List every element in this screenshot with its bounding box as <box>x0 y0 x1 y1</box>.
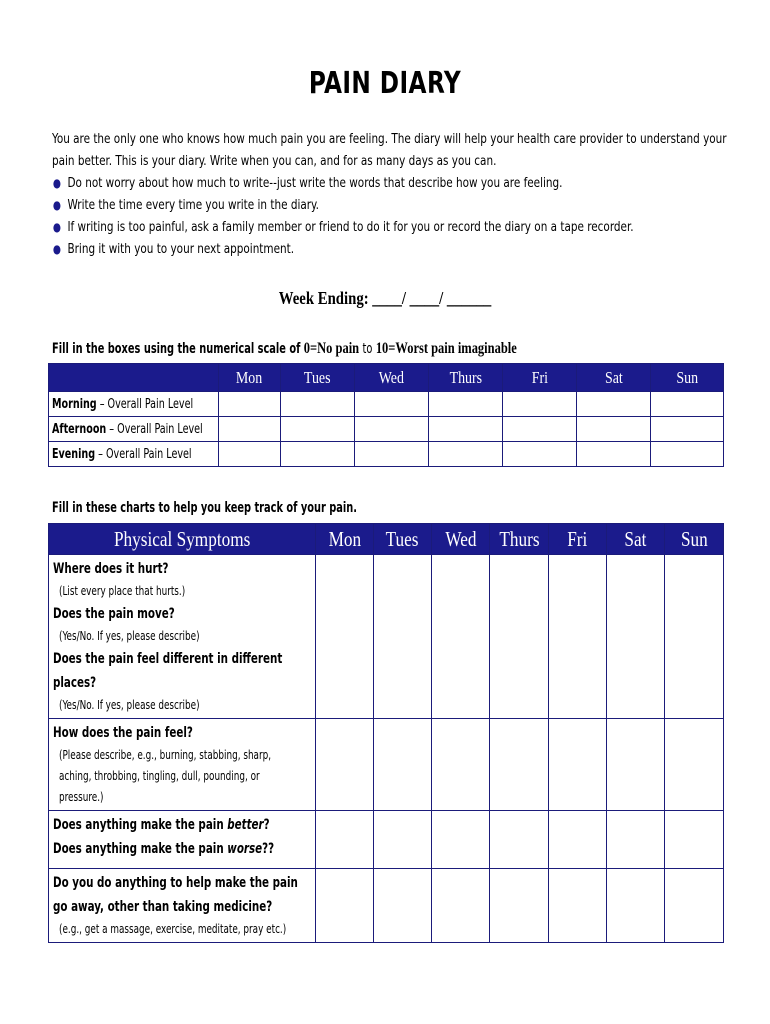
intro-bullet: ● If writing is too painful, ask a family member or friend to do it for you or record the diary on a tape recorder. <box>52 216 731 238</box>
sym-header-mon: Mon <box>316 524 374 555</box>
symptom-cell[interactable] <box>374 869 432 943</box>
symptom-cell[interactable] <box>432 869 490 943</box>
pain-cell[interactable] <box>219 442 281 467</box>
symptom-row-relief <box>49 869 724 943</box>
symptom-cell[interactable] <box>316 869 374 943</box>
pain-cell[interactable] <box>577 392 651 417</box>
pain-cell[interactable] <box>219 417 281 442</box>
symptom-cell[interactable] <box>316 555 374 719</box>
symptom-cell[interactable] <box>316 719 374 811</box>
question-cell: Does anything make the pain better? Does anything make the pain worse?? <box>49 811 316 869</box>
row-label: Afternoon – Overall Pain Level <box>49 417 219 442</box>
pain-scale-instruction: Fill in the boxes using the numerical scale of 0=No pain to 10=Worst pain imaginable <box>52 340 517 357</box>
symptom-cell[interactable] <box>490 555 549 719</box>
week-ending-field[interactable]: Week Ending: ____/ ____/ ______ <box>278 288 492 308</box>
pain-cell[interactable] <box>281 392 355 417</box>
pain-level-table <box>48 363 724 467</box>
symptom-cell[interactable] <box>374 719 432 811</box>
bullet-icon: ● <box>52 198 61 212</box>
question-cell: How does the pain feel? (Please describe, e.g., burning, stabbing, sharp, aching, throbbing, tingling, dull, pounding, or pressure.) <box>49 719 316 811</box>
pain-cell[interactable] <box>355 392 429 417</box>
intro-bullet-list <box>52 172 731 260</box>
sym-header-thurs: Thurs <box>490 524 549 555</box>
pain-cell[interactable] <box>503 417 577 442</box>
symptom-cell[interactable] <box>316 811 374 869</box>
sym-header-wed: Wed <box>432 524 490 555</box>
pain-header-thurs: Thurs <box>429 364 503 392</box>
intro-bullet: ● Bring it with you to your next appointment. <box>52 238 731 260</box>
pain-cell[interactable] <box>651 442 724 467</box>
symptom-cell[interactable] <box>432 719 490 811</box>
symptom-cell[interactable] <box>665 811 724 869</box>
symptom-row-better-worse <box>49 811 724 869</box>
pain-row-evening <box>49 442 724 467</box>
symptom-cell[interactable] <box>607 869 665 943</box>
physical-symptoms-table <box>48 523 724 943</box>
bullet-icon: ● <box>52 176 61 190</box>
intro-text <box>52 128 731 260</box>
row-label: Evening – Overall Pain Level <box>49 442 219 467</box>
pain-header-mon: Mon <box>219 364 281 392</box>
pain-cell[interactable] <box>651 417 724 442</box>
sym-header-sun: Sun <box>665 524 724 555</box>
pain-header-blank <box>49 364 219 392</box>
row-label: Morning – Overall Pain Level <box>49 392 219 417</box>
pain-cell[interactable] <box>429 417 503 442</box>
sym-header-sat: Sat <box>607 524 665 555</box>
symptom-cell[interactable] <box>607 719 665 811</box>
pain-cell[interactable] <box>503 392 577 417</box>
symptom-row-feel <box>49 719 724 811</box>
intro-paragraph: You are the only one who knows how much pain you are feeling. The diary will help your health care provider to understand your pain better. This is your diary. Write when you can, and for as many days as you can. <box>52 131 727 169</box>
symptom-cell[interactable] <box>607 811 665 869</box>
symptom-cell[interactable] <box>665 555 724 719</box>
chart-instruction: Fill in these charts to help you keep track of your pain. <box>52 500 358 516</box>
symptoms-table-header <box>49 524 724 555</box>
symptom-cell[interactable] <box>490 719 549 811</box>
pain-cell[interactable] <box>577 442 651 467</box>
symptom-cell[interactable] <box>549 811 607 869</box>
symptom-cell[interactable] <box>432 811 490 869</box>
pain-header-sun: Sun <box>651 364 724 392</box>
question-cell: Do you do anything to help make the pain go away, other than taking medicine? (e.g., get a massage, exercise, meditate, pray etc.) <box>49 869 316 943</box>
symptom-cell[interactable] <box>374 811 432 869</box>
sym-header-fri: Fri <box>549 524 607 555</box>
pain-cell[interactable] <box>651 392 724 417</box>
pain-cell[interactable] <box>503 442 577 467</box>
pain-header-sat: Sat <box>577 364 651 392</box>
physical-symptoms-header: Physical Symptoms <box>49 524 316 555</box>
question-cell: Where does it hurt? (List every place that hurts.) Does the pain move? (Yes/No. If yes, please describe) Does the pain feel different in different places? (Yes/No. If yes, please describe) <box>49 555 316 719</box>
pain-cell[interactable] <box>577 417 651 442</box>
symptom-cell[interactable] <box>665 719 724 811</box>
symptom-cell[interactable] <box>549 719 607 811</box>
sym-header-tues: Tues <box>374 524 432 555</box>
intro-bullet: ● Write the time every time you write in the diary. <box>52 194 731 216</box>
symptom-cell[interactable] <box>549 869 607 943</box>
pain-header-fri: Fri <box>503 364 577 392</box>
pain-cell[interactable] <box>281 417 355 442</box>
pain-cell[interactable] <box>281 442 355 467</box>
symptom-cell[interactable] <box>490 811 549 869</box>
symptom-cell[interactable] <box>607 555 665 719</box>
pain-cell[interactable] <box>219 392 281 417</box>
symptom-cell[interactable] <box>665 869 724 943</box>
symptom-cell[interactable] <box>374 555 432 719</box>
symptom-cell[interactable] <box>549 555 607 719</box>
symptom-row-location <box>49 555 724 719</box>
pain-cell[interactable] <box>355 442 429 467</box>
intro-bullet: ● Do not worry about how much to write--just write the words that describe how you are feeling. <box>52 172 731 194</box>
pain-cell[interactable] <box>355 417 429 442</box>
pain-table-header <box>49 364 724 392</box>
symptom-cell[interactable] <box>490 869 549 943</box>
pain-row-afternoon <box>49 417 724 442</box>
pain-cell[interactable] <box>429 442 503 467</box>
pain-cell[interactable] <box>429 392 503 417</box>
page-title: PAIN DIARY <box>308 66 462 101</box>
pain-header-wed: Wed <box>355 364 429 392</box>
bullet-icon: ● <box>52 242 61 256</box>
pain-header-tues: Tues <box>281 364 355 392</box>
pain-row-morning <box>49 392 724 417</box>
symptom-cell[interactable] <box>432 555 490 719</box>
bullet-icon: ● <box>52 220 61 234</box>
